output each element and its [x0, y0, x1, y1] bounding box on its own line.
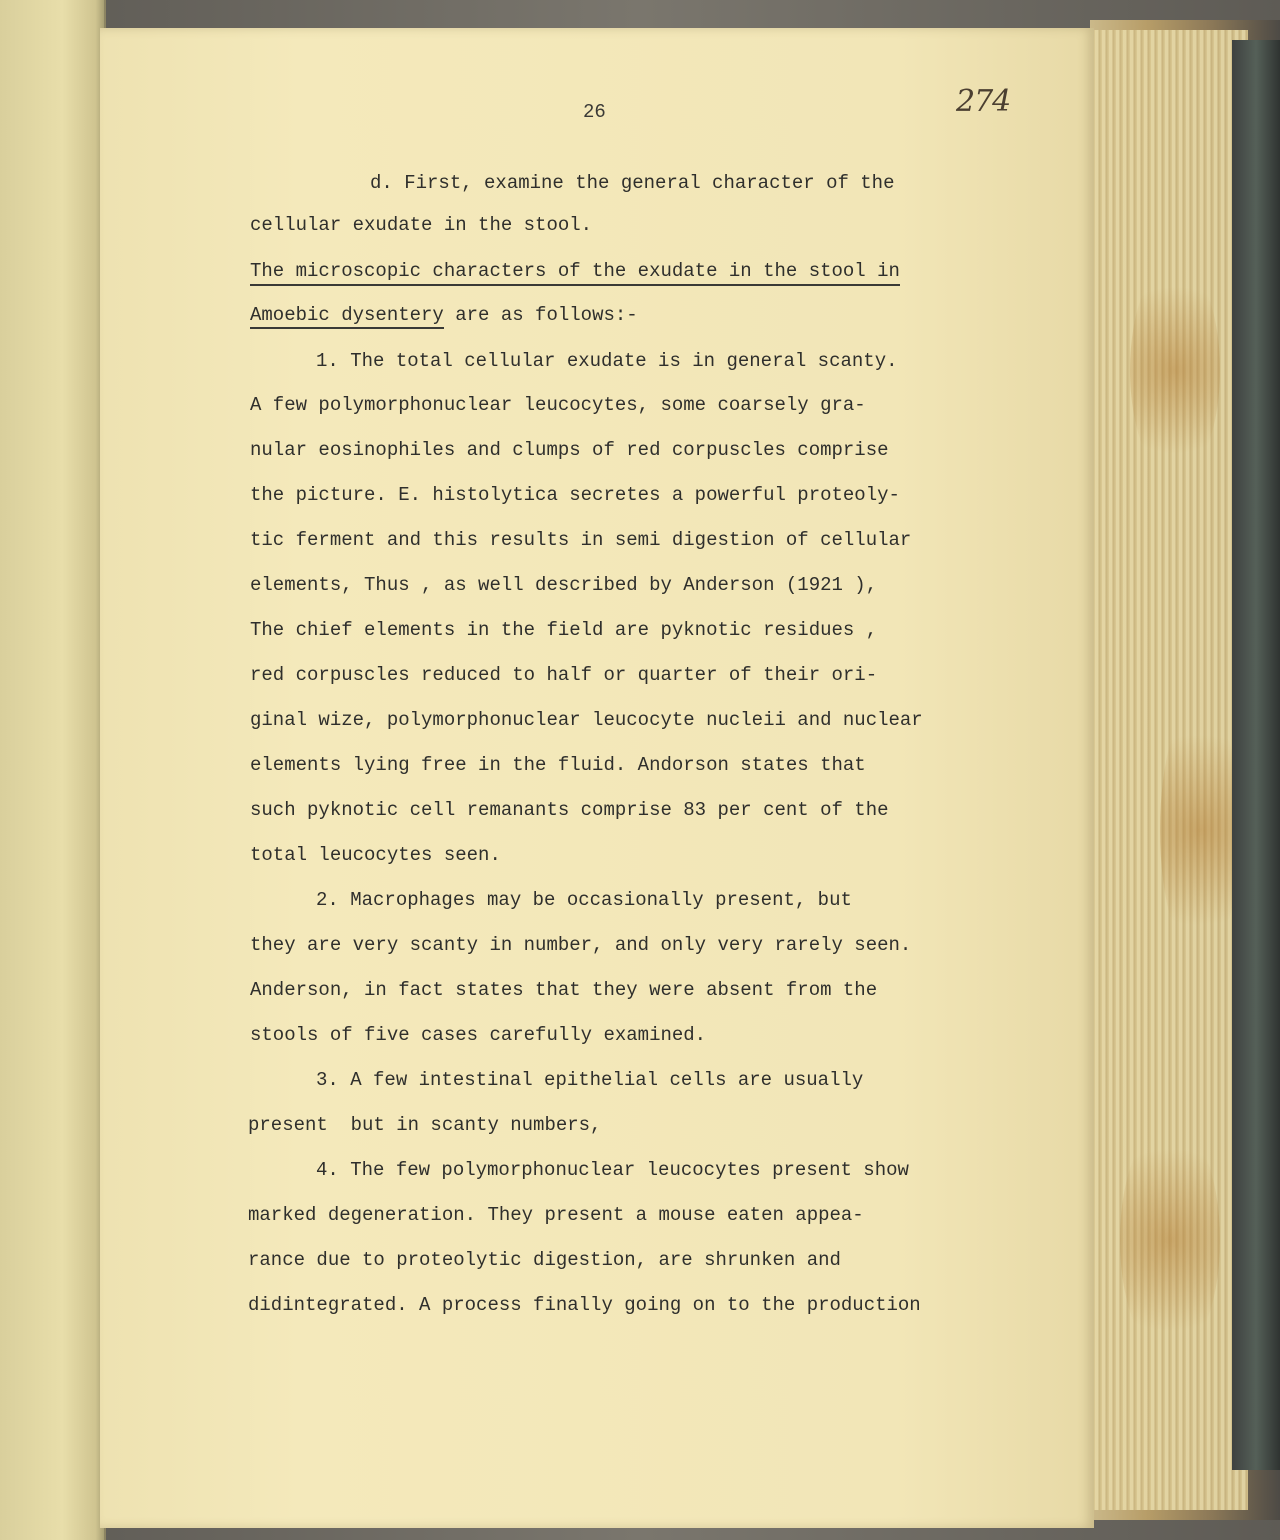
left-page-edge [0, 0, 106, 1540]
text-line: nular eosinophiles and clumps of red corpuscles comprise [250, 439, 889, 461]
text-line: present but in scanty numbers, [248, 1114, 602, 1136]
text-line: didintegrated. A process finally going on to the production [248, 1294, 921, 1316]
text-line: ginal wize, polymorphonuclear leucocyte nucleii and nuclear [250, 709, 923, 731]
text-line: Anderson, in fact states that they were absent from the [250, 979, 878, 1001]
text-line: stools of five cases carefully examined. [250, 1024, 707, 1046]
page-stain [1120, 1120, 1220, 1360]
heading-rest: are as follows:- [443, 304, 638, 326]
text-line: 2. Macrophages may be occasionally present, but [316, 889, 852, 911]
section-heading-line [250, 303, 638, 327]
page-stain [1130, 260, 1220, 480]
text-line: the picture. E. histolytica secretes a powerful proteoly- [250, 484, 900, 506]
text-line: cellular exudate in the stool. [250, 214, 593, 236]
text-line: 3. A few intestinal epithelial cells are usually [316, 1069, 864, 1091]
text-line: such pyknotic cell remanants comprise 83 per cent of the [250, 799, 889, 821]
handwritten-folio-number: 274 [956, 84, 1011, 119]
text-line: d. First, examine the general character of the [370, 172, 895, 194]
text-line: red corpuscles reduced to half or quarter of their ori- [250, 664, 878, 686]
text-line: elements lying free in the fluid. Andorson states that [250, 754, 866, 776]
heading-underlined-part: Amoebic dysentery [250, 304, 444, 329]
page-stain [1160, 700, 1240, 960]
text-line: tic ferment and this results in semi digestion of cellular [250, 529, 912, 551]
text-line: The chief elements in the field are pyknotic residues , [250, 619, 878, 641]
text-line: 1. The total cellular exudate is in general scanty. [316, 350, 898, 372]
text-line: marked degeneration. They present a mouse eaten appea- [248, 1204, 864, 1226]
text-line: 4. The few polymorphonuclear leucocytes present show [316, 1159, 909, 1181]
page-number: 26 [583, 101, 606, 123]
text-line: total leucocytes seen. [250, 844, 501, 866]
text-line: rance due to proteolytic digestion, are shrunken and [248, 1249, 841, 1271]
text-line: elements, Thus , as well described by Anderson (1921 ), [250, 574, 878, 596]
text-line: A few polymorphonuclear leucocytes, some coarsely gra- [250, 394, 866, 416]
book-spine [1232, 40, 1280, 1470]
section-heading-line: The microscopic characters of the exudate in the stool in [250, 259, 900, 286]
text-line: they are very scanty in number, and only very rarely seen. [250, 934, 912, 956]
